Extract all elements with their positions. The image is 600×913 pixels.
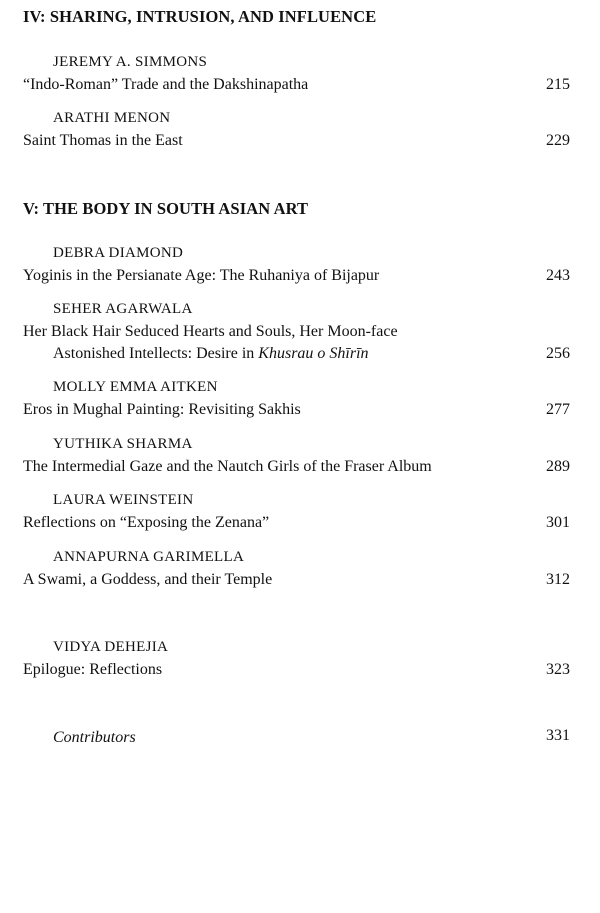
entry-title-line-2[interactable] (53, 346, 369, 362)
entry-author: MOLLY EMMA AITKEN (53, 379, 218, 395)
entry-page-number[interactable]: 289 (546, 458, 570, 475)
contributors-page-number[interactable]: 331 (546, 727, 570, 744)
entry-page-number[interactable]: 256 (546, 345, 570, 362)
entry-author: YUTHIKA SHARMA (53, 436, 193, 452)
entry-title[interactable]: “Indo-Roman” Trade and the Dakshinapatha (23, 76, 309, 93)
epilogue-page-number[interactable]: 323 (546, 661, 570, 678)
entry-title-line-1[interactable]: Her Black Hair Seduced Hearts and Souls, Her Moon-face (23, 323, 398, 340)
epilogue-title[interactable]: Epilogue: Reflections (23, 661, 163, 678)
section-heading-v: V: THE BODY IN SOUTH ASIAN ART (23, 199, 309, 218)
entry-title[interactable]: A Swami, a Goddess, and their Temple (23, 571, 273, 588)
entry-author: DEBRA DIAMOND (53, 245, 184, 261)
entry-page-number[interactable]: 277 (546, 401, 570, 418)
entry-author: ARATHI MENON (53, 110, 171, 126)
entry-author: JEREMY A. SIMMONS (53, 54, 208, 70)
entry-author: ANNAPURNA GARIMELLA (53, 549, 245, 565)
entry-title-italic-work: Khusrau o Shīrīn (258, 345, 369, 362)
entry-title-line-2-text: Astonished Intellects: Desire in (53, 345, 259, 362)
entry-title[interactable]: Saint Thomas in the East (23, 132, 183, 149)
entry-title[interactable]: Reflections on “Exposing the Zenana” (23, 514, 270, 531)
entry-page-number[interactable]: 215 (546, 76, 570, 93)
epilogue-author: VIDYA DEHEJIA (53, 639, 169, 655)
entry-page-number[interactable]: 229 (546, 132, 570, 149)
entry-page-number[interactable]: 301 (546, 514, 570, 531)
contributors-title[interactable]: Contributors (53, 729, 136, 746)
entry-title[interactable]: The Intermedial Gaze and the Nautch Girls of the Fraser Album (23, 458, 432, 475)
entry-author: SEHER AGARWALA (53, 301, 193, 317)
entry-title[interactable]: Yoginis in the Persianate Age: The Ruhaniya of Bijapur (23, 267, 380, 284)
entry-author: LAURA WEINSTEIN (53, 492, 194, 508)
section-heading-iv: IV: SHARING, INTRUSION, AND INFLUENCE (23, 7, 377, 26)
entry-page-number[interactable]: 243 (546, 267, 570, 284)
entry-title[interactable]: Eros in Mughal Painting: Revisiting Sakhis (23, 401, 301, 418)
entry-page-number[interactable]: 312 (546, 571, 570, 588)
